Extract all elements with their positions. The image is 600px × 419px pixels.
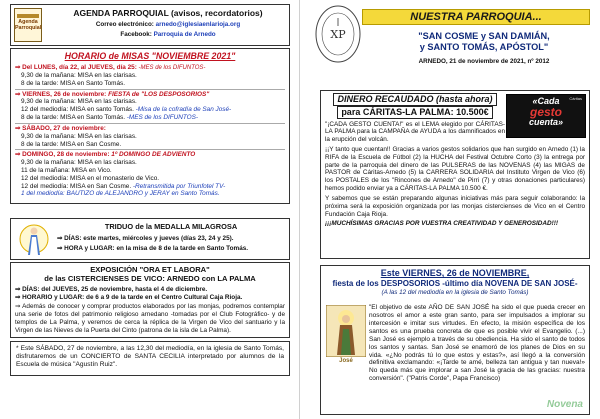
mass-schedule-title: HORARIO de MISAS "NOVIEMBRE 2021" — [64, 51, 236, 61]
exhibition-days: ⇒ DÍAS: del JUEVES, 25 de noviembre, hasta el 4 de diciembre. — [15, 285, 208, 293]
schedule-day: ⇒ DOMINGO, 28 de noviembre: 1º DOMINGO DE ADVIENTO 9,30 de la mañana: MISA en las clarisas. 11 de la mañana: MISA en Vico. 12 del mediodía: MISA en el monasterio de Vico. 12 del mediodía: MISA en San Cosme. -Retransmitida por Triunfotel TV- 1 del mediodía: BAUTIZO de ALEJANDRO y JERAY en Santo Tomás. — [15, 149, 285, 198]
concert-notice: * Este SÁBADO, 27 de noviembre, a las 12,30 del mediodía, en la iglesia de Santo Tomás, disfrutaremos de un CONCIERTO de SANTA CECILIA interpretado por alumnos de la Escuela de música "Agustín Ruiz". — [10, 341, 290, 376]
schedule-day: ⇒ SÁBADO, 27 de noviembre: 9,30 de la mañana: MISA en las clarisas. 8 de la tarde: MISA en San Cosme. — [15, 123, 285, 148]
exhibition-subtitle: de las CISTERCIENSES DE VICO: ARNEDO con LA PALMA — [44, 274, 256, 284]
cada-gesto-cuenta-poster: Cáritas «Cada gesto cuenta» — [506, 94, 586, 138]
triduo-time: ⇒ HORA y LUGAR: en la misa de 8 de la tarde en Santo Tomás. — [57, 245, 249, 252]
facebook-line: Facebook: Parroquia de Arnedo — [120, 31, 216, 38]
desposorios-box — [320, 265, 590, 415]
issue-date: ARNEDO, 21 de noviembre de 2021, nº 2012 — [418, 58, 550, 65]
donations-gratitude: ¡¡¡MUCHÍSIMAS GRACIAS POR VUESTRA CREATIVIDAD Y GENEROSIDAD!!! — [325, 220, 559, 228]
parish-name: "SAN COSME y SAN DAMIÁN, y SANTO TOMÁS, APÓSTOL" — [418, 31, 550, 52]
exhibition-box — [10, 262, 290, 338]
agenda-title: AGENDA PARROQUIAL (avisos, recordatorios) — [73, 8, 263, 18]
desposorios-body: "El objetivo de este AÑO DE SAN JOSÉ ha sido el que pueda crecer en nosotros el amor a este gran santo, para ser impulsados a implorar su intercesión e imitar sus virtudes. En efecto, la misión específica de los santos es una prueba concreta de que es posible vivir el Evangelio. (...) San José es ejemplo a través de su obediencia. Ha sido el santo de todos los santos y santas. San José se enamoró de los planes de Dios en su vida. «¿No podrás tú lo que estos y estas?», así llegó a la conversión definitiva exclamando: «¡Tarde te amé, belleza tan antigua y tan nueva!» No queda más que implorar a san José la gracia de las gracias: nuestra conversión". ("Patris Corde", Papa Francisco) — [369, 304, 585, 383]
saint-caption: José — [339, 358, 353, 364]
desposorios-time: (A las 12 del mediodía en la iglesia de Santo Tomás) — [381, 288, 529, 296]
donations-lema: "¡CADA GESTO CUENTA!" es el LEMA elegido por CÁRITAS-LA PALMA para la CAMPAÑA de AYUDA a los damnificados en la erupción del volcán. — [325, 120, 505, 144]
saint-joseph-image — [326, 305, 366, 357]
donations-box — [320, 90, 590, 259]
schedule-day: ⇒ Del LUNES, día 22, al JUEVES, día 25: -MES de los DIFUNTOS- 9,30 de la mañana: MISA en las clarisas. 8 de la tarde: MISA en Santo Tomás. — [15, 63, 206, 87]
triduo-title: TRIDUO de la MEDALLA MILAGROSA — [104, 222, 238, 231]
virgin-mary-icon — [19, 222, 49, 257]
triduo-days: ⇒ DÍAS: este martes, miércoles y jueves (días 23, 24 y 25). — [57, 235, 234, 242]
desposorios-subtitle: fiesta de los DESPOSORIOS -último día NOVENA DE SAN JOSÉ- — [332, 278, 578, 288]
agenda-logo: Agenda Parroquial — [14, 8, 42, 42]
watermark: Novena — [546, 398, 583, 410]
exhibition-place: ⇒ HORARIO y LUGAR: de 6 a 9 de la tarde en el Centro Cultural Caja Rioja. — [15, 294, 243, 302]
donations-next: Y sabemos que se están preparando algunas iniciativas más para seguir colaborando: la próxima será la exposición organizada por las monjas cistercienses de Vico en el Centro Fundación Caja Rioja. — [325, 194, 585, 218]
svg-text:XP: XP — [330, 28, 346, 41]
desposorios-title: Este VIERNES, 26 de NOVIEMBRE, — [380, 268, 530, 278]
email-link[interactable]: arnedo@iglesiaenlarioja.org — [155, 21, 241, 28]
exhibition-description: ⇒ Además de conocer y comprar productos elaborados por las monjas, podremos contemplar una serie de fotos del patrimonio religioso arnedano -tomadas por el Club Fotográfico- y de templos de La Palma, y veremos de cerca la réplica de la Virgen de Vico del santuario y la Virgen de las Nieves de la Puerta del Cinto (patrona de la isla de La Palma). — [15, 303, 285, 334]
mass-schedule — [10, 48, 290, 204]
newsletter-banner: NUESTRA PARROQUIA... — [362, 9, 590, 25]
email-line: Correo electrónico: arnedo@iglesiaenlarioja.org — [95, 21, 241, 28]
agenda-header — [10, 4, 290, 46]
donations-title: DINERO RECAUDADO (hasta ahora) para CÁRITAS-LA PALMA: 10.500€ — [325, 93, 505, 119]
exhibition-title: EXPOSICIÓN "ORA ET LABORA" — [90, 265, 210, 274]
parish-seal-icon — [314, 4, 362, 64]
triduo-box — [10, 218, 290, 260]
schedule-day: ⇒ VIERNES, 26 de noviembre: FIESTA de "LOS DESPOSORIOS" 9,30 de la mañana: MISA en las clarisas. 12 del mediodía: MISA en santo Tomás. -Misa de la cofradía de San José- 8 de la tarde: MISA en Santo Tomás. -MES de los DIFUNTOS- — [15, 89, 285, 122]
facebook-link[interactable]: Parroquia de Arnedo — [153, 31, 216, 38]
donations-thanks: ¡¡Y tanto que cuentan!! Gracias a varios gestos solidarios que han surgido en Arnedo (1) la RIFA de la Escuela de Fútbol (2) la HUCHA del Festival Octubre Corto (3) la entrega por parte de la parroquia del dinero de las PULSERAS de las NOVENAS (4) las MIGAS de PASTOR de Cáritas-Arnedo (5) la CARRERA SOLIDARIA del Instituto Virgen de Vico (6) los POSTALES de los "Rincones de Arnedo" de Pirri (7) y otras donaciones particulares) hemos podido enviar ya a CÁRITAS-LA PALMA 10.500 €. — [325, 146, 585, 193]
right-page — [300, 0, 600, 419]
